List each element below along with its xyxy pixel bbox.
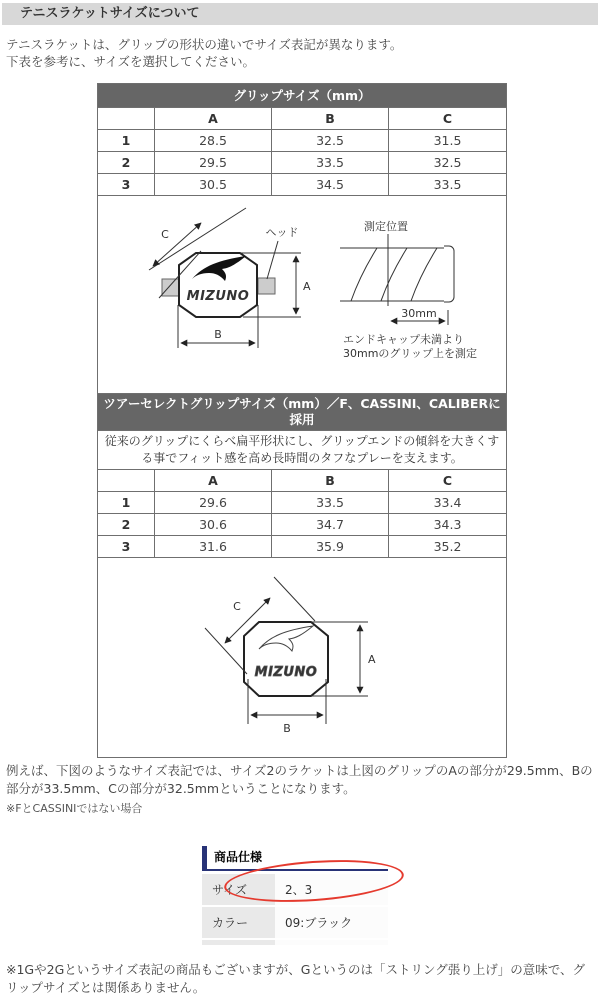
row-label: 2 [98, 514, 155, 536]
corner-cell [98, 108, 155, 130]
row-label: 1 [98, 492, 155, 514]
mizuno-logo-text: MIZUNO [186, 289, 249, 304]
left-tab-shape [162, 279, 179, 296]
measure-caption-line1: エンドキャップ未満より [342, 333, 464, 346]
spec-label: カラー [202, 907, 275, 938]
table-row [98, 492, 507, 514]
head-tab-shape [258, 278, 275, 294]
row-label: 1 [98, 130, 155, 152]
product-spec-box [202, 846, 388, 945]
example-text: 例えば、下図のようなサイズ表記では、サイズ2のラケットは上図のグリップのAの部分が29.5mm、Bの部分が33.5mm、Cの部分が32.5mmということになります。 [6, 763, 593, 796]
tour-select-cross-section-diagram [99, 558, 506, 754]
page-title: テニスラケットサイズについて [2, 3, 598, 25]
dim-c-label: C [160, 228, 169, 241]
cell-a: 29.6 [155, 492, 272, 514]
cell-a: 29.5 [155, 152, 272, 174]
cell-a: 28.5 [155, 130, 272, 152]
column-header-row [98, 108, 507, 130]
grip-measure-diagram-cell [98, 196, 507, 394]
column-header-b: B [272, 108, 389, 130]
spec-row-color [202, 907, 388, 938]
row-label: 3 [98, 536, 155, 558]
row-label: 2 [98, 152, 155, 174]
example-note: ※FとCASSINIではない場合 [6, 802, 143, 815]
cell-c: 33.4 [389, 492, 507, 514]
dim-b-label: B [282, 722, 291, 735]
cell-b: 32.5 [272, 130, 389, 152]
table-row [98, 174, 507, 196]
cell-a: 30.6 [155, 514, 272, 536]
measure-width-label: 30mm [400, 307, 437, 320]
dim-a-label: A [302, 280, 311, 293]
cell-c: 32.5 [389, 152, 507, 174]
example-paragraph [6, 762, 594, 818]
column-header-c: C [389, 108, 507, 130]
grip-size-table-title: グリップサイズ（mm） [98, 84, 507, 108]
column-header-a: A [155, 470, 272, 492]
spec-label: サイズ [202, 874, 275, 905]
cell-c: 33.5 [389, 174, 507, 196]
row-label: 3 [98, 174, 155, 196]
cell-b: 33.5 [272, 152, 389, 174]
mizuno-logo-text: MIZUNO [254, 665, 317, 680]
tour-select-table-title: ツアーセレクトグリップサイズ（mm）／F、CASSINI、CALIBERに採用 [98, 394, 507, 431]
cell-b: 34.5 [272, 174, 389, 196]
footer-note: ※1Gや2Gというサイズ表記の商品もございますが、Gというのは「ストリング張り上げ」の意味で、グリップサイズとは関係ありません。 [6, 962, 585, 995]
spec-label [202, 940, 275, 945]
head-label: ヘッド [265, 226, 298, 239]
tour-select-description: 従来のグリップにくらべ扁平形状にし、グリップエンドの傾斜を大きくする事でフィット感を高め長時間のタフなプレーを支えます。 [98, 431, 507, 470]
spec-row-material [202, 940, 388, 945]
spec-row-size [202, 874, 388, 905]
cell-a: 30.5 [155, 174, 272, 196]
spec-value [275, 940, 388, 945]
cell-c: 34.3 [389, 514, 507, 536]
end-cap-shape [444, 246, 454, 302]
spec-value: 2、3 [275, 874, 388, 905]
dim-a-label: A [367, 653, 376, 666]
intro-text [6, 36, 594, 70]
table-row [98, 514, 507, 536]
spec-value: 09:ブラック [275, 907, 388, 938]
table-row [98, 152, 507, 174]
intro-line-1: テニスラケットは、グリップの形状の違いでサイズ表記が異なります。 [6, 37, 403, 52]
corner-cell [98, 470, 155, 492]
cell-c: 31.5 [389, 130, 507, 152]
cell-b: 33.5 [272, 492, 389, 514]
tour-select-diagram-cell [98, 558, 507, 758]
column-header-a: A [155, 108, 272, 130]
grip-cross-section-diagram [99, 196, 506, 390]
grip-size-table [97, 83, 507, 394]
spec-title: 商品仕様 [202, 846, 388, 871]
dim-b-label: B [213, 328, 222, 341]
cell-b: 35.9 [272, 536, 389, 558]
tour-select-grip-size-table [97, 393, 507, 758]
column-header-c: C [389, 470, 507, 492]
table-row [98, 130, 507, 152]
cell-b: 34.7 [272, 514, 389, 536]
column-header-b: B [272, 470, 389, 492]
measure-caption-line2: 30mmのグリップ上を測定 [342, 347, 477, 360]
cell-a: 31.6 [155, 536, 272, 558]
column-header-row [98, 470, 507, 492]
measure-position-label: 測定位置 [363, 220, 408, 233]
table-row [98, 536, 507, 558]
cell-c: 35.2 [389, 536, 507, 558]
dim-c-label: C [232, 600, 241, 613]
intro-line-2: 下表を参考に、サイズを選択してください。 [6, 54, 256, 69]
